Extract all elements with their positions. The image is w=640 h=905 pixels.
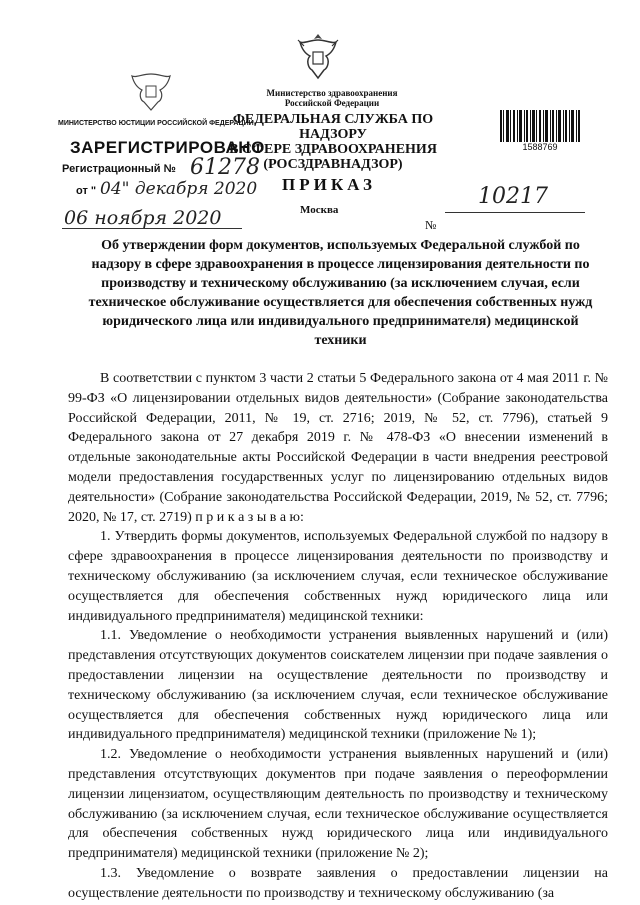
stamp-ministry: МИНИСТЕРСТВО ЮСТИЦИИ РОССИЙСКОЙ ФЕДЕРАЦИИ: [58, 120, 254, 127]
paragraph-item-1-2: 1.2. Уведомление о необходимости устранения выявленных нарушений и (или) представления отсутствующих документов при подаче заявления о переоформлении лицензии лицензиатом, осуществляющим деятельность по производству и техническому обслуживанию (за исключением случая, если техническое обслуживание осуществляется для обеспечения собственных нужд юридического лица или индивидуального предпринимателя) медицинской техники (приложение № 2);: [68, 747, 608, 862]
barcode-number: 1588769: [522, 142, 558, 152]
paragraph-preamble: В соответствии с пунктом 3 части 2 статьи 5 Федерального закона от 4 мая 2011 г. № 99-ФЗ «О лицензировании отдельных видов деятельности» (Собрание законодательства Российской Федерации, 2011, № 19, ст. 2716; 2019, № 52, ст. 7796), статьей 9 Федерального закона от 27 декабря 2019 г. № 478-ФЗ «О внесении изменений в отдельные законодательные акты Российской Федерации в части внедрения реестровой модели предоставления государственных услуг по лицензированию отдельных видов деятельности» (Собрание законодательства Российской Федерации, 2019, № 52, ст. 7796; 2020, № 17, ст. 2719) п р и к а з ы в а ю:: [68, 371, 608, 525]
document-body: [68, 369, 608, 904]
order-number-underline: [445, 212, 585, 213]
stamp-date-value: 04" декабря 2020: [100, 179, 258, 199]
order-number-label: №: [425, 218, 437, 232]
paragraph-item-1: 1. Утвердить формы документов, используемых Федеральной службой по надзору в сфере здравоохранения в процессе лицензирования деятельности по производству и техническому обслуживанию (за исключением случая, если техническое обслуживание осуществляется для обеспечения собственных нужд юридического лица или индивидуального предпринимателя) медицинской техники:: [68, 529, 608, 624]
order-date-handwritten: 06 ноября 2020: [64, 207, 222, 229]
date-underline: [62, 228, 242, 229]
stamp-date-label: от ": [76, 185, 97, 197]
stamp-reg-number-value: 61278: [190, 155, 260, 180]
paragraph-item-1-3: 1.3. Уведомление о возврате заявления о предоставлении лицензии на осуществление деятельности по производству и техническому обслуживанию (за: [68, 865, 608, 901]
stamp-reg-number-label: Регистрационный №: [62, 163, 176, 175]
order-number-value: 10217: [478, 184, 548, 209]
order-city: Москва: [300, 204, 339, 216]
coat-of-arms-icon: [296, 30, 340, 82]
barcode-icon: [500, 110, 580, 142]
stamp-registered: ЗАРЕГИСТРИРОВАНО: [70, 138, 265, 157]
ministry-name: Министерство здравоохранения Российской Федерации: [266, 88, 398, 108]
order-title: ПРИКАЗ: [282, 175, 376, 194]
agency-name: ФЕДЕРАЛЬНАЯ СЛУЖБА ПО НАДЗОРУ В СФЕРЕ ЗДРАВООХРАНЕНИЯ (РОСЗДРАВНАДЗОР): [229, 112, 437, 172]
document-title: Об утверждении форм документов, используемых Федеральной службой по надзору в сфере здравоохранения в процессе лицензирования деятельности по производству и техническому обслуживанию (за исключением случая, если техническое обслуживание осуществляется для обеспечения собственных нужд юридического лица или индивидуального предпринимателя) медицинской техники: [88, 238, 593, 348]
paragraph-item-1-1: 1.1. Уведомление о необходимости устранения выявленных нарушений и (или) представления отсутствующих документов соискателем лицензии при подаче заявления о предоставлении лицензии на осуществление деятельности по производству и техническому обслуживанию (за исключением случая, если техническое обслуживание осуществляется для обеспечения собственных нужд юридического лица или индивидуального предпринимателя) медицинской техники (приложение № 1);: [68, 628, 608, 743]
